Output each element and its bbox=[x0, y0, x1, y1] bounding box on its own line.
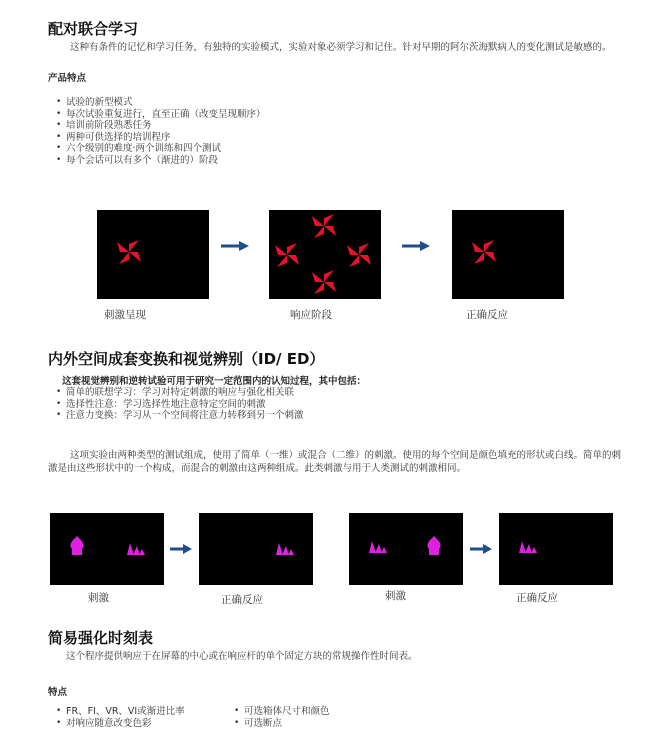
list-item: • 培训前阶段熟悉任务 bbox=[48, 120, 266, 132]
list-item: • FR、FI、VR、VI或渐进比率 bbox=[48, 706, 185, 718]
figure1-caption-response: 响应阶段 bbox=[290, 309, 332, 321]
arrow-right-icon bbox=[221, 240, 249, 252]
section3-feature-list-left bbox=[48, 706, 185, 729]
list-item: • 对响应随意改变色彩 bbox=[48, 718, 185, 730]
list-item: • 注意力变换：学习从一个空间将注意力转移到另一个刺激 bbox=[48, 410, 304, 422]
section2-paragraph: 这项实验由两种类型的测试组成，使用了简单（一维）或混合（二维）的刺激。使用的每个空间是颜色填充的形状或白线。简单的刺激是由这些形状中的一个构成，而混合的刺激由这两种组成。此类刺激与用于人类测试的刺激相同。 bbox=[48, 450, 622, 474]
figure2-caption-1: 刺激 bbox=[88, 592, 109, 604]
section3-feature-list-right bbox=[226, 706, 330, 729]
figure2-caption-4: 正确反应 bbox=[516, 592, 558, 604]
arrow-right-icon bbox=[402, 240, 430, 252]
list-item: • 每个会话可以有多个（渐进的）阶段 bbox=[48, 155, 266, 167]
list-item: • 简单的联想学习：学习对特定刺激的响应与强化相关联 bbox=[48, 387, 304, 399]
section1-intro: 这种有条件的记忆和学习任务，有独特的实验模式，实验对象必须学习和记住。针对早期的阿尔茨海默病人的变化测试是敏感的。 bbox=[70, 42, 612, 53]
pinwheel-options-icon bbox=[269, 210, 381, 299]
section3-title: 简易强化时刻表 bbox=[48, 629, 154, 647]
id-stimulus-screen bbox=[50, 513, 164, 585]
arrow-right-icon bbox=[170, 544, 192, 554]
figure1-caption-correct: 正确反应 bbox=[466, 309, 508, 321]
section2-title: 内外空间成套变换和视觉辨别（ID/ ED） bbox=[48, 350, 325, 368]
list-item: • 可选箱体尺寸和颜色 bbox=[226, 706, 330, 718]
figure1-caption-stimulus: 刺激呈现 bbox=[104, 309, 146, 321]
shape-pair-icon bbox=[50, 513, 164, 585]
arrow-right-icon bbox=[470, 544, 492, 554]
section1-title: 配对联合学习 bbox=[48, 20, 139, 38]
list-item: • 试验的新型模式 bbox=[48, 97, 266, 109]
list-item: • 选择性注意：学习选择性地注意特定空间的刺激 bbox=[48, 399, 304, 411]
pinwheel-stimulus-icon bbox=[97, 210, 209, 299]
list-item: • 两种可供选择的培训程序 bbox=[48, 132, 266, 144]
response-screen bbox=[269, 210, 381, 299]
ed-stimulus-screen bbox=[349, 513, 463, 585]
section2-item-list bbox=[48, 387, 304, 422]
id-correct-screen bbox=[199, 513, 313, 585]
figure2-caption-2: 正确反应 bbox=[221, 594, 263, 606]
figure2-caption-3: 刺激 bbox=[385, 590, 406, 602]
list-item: • 每次试验重复进行，直至正确（改变呈现顺序） bbox=[48, 109, 266, 121]
shape-pair-swapped-icon bbox=[349, 513, 463, 585]
section1-features-heading: 产品特点 bbox=[48, 73, 87, 84]
section2-lead: 这套视觉辨别和逆转试验可用于研究一定范围内的认知过程，其中包括： bbox=[62, 376, 367, 387]
section1-feature-list bbox=[48, 97, 266, 166]
list-item: • 六个级别的难度·两个训练和四个测试 bbox=[48, 143, 266, 155]
shape-correct-2-icon bbox=[499, 513, 613, 585]
section3-intro: 这个程序提供响应于在屏幕的中心或在响应杆的单个固定方块的常规操作性时间表。 bbox=[66, 651, 418, 662]
pinwheel-correct-icon bbox=[452, 210, 564, 299]
list-item: • 可选断点 bbox=[226, 718, 330, 730]
shape-correct-icon bbox=[199, 513, 313, 585]
stimulus-screen bbox=[97, 210, 209, 299]
correct-response-screen bbox=[452, 210, 564, 299]
ed-correct-screen bbox=[499, 513, 613, 585]
section3-features-heading: 特点 bbox=[48, 687, 68, 698]
